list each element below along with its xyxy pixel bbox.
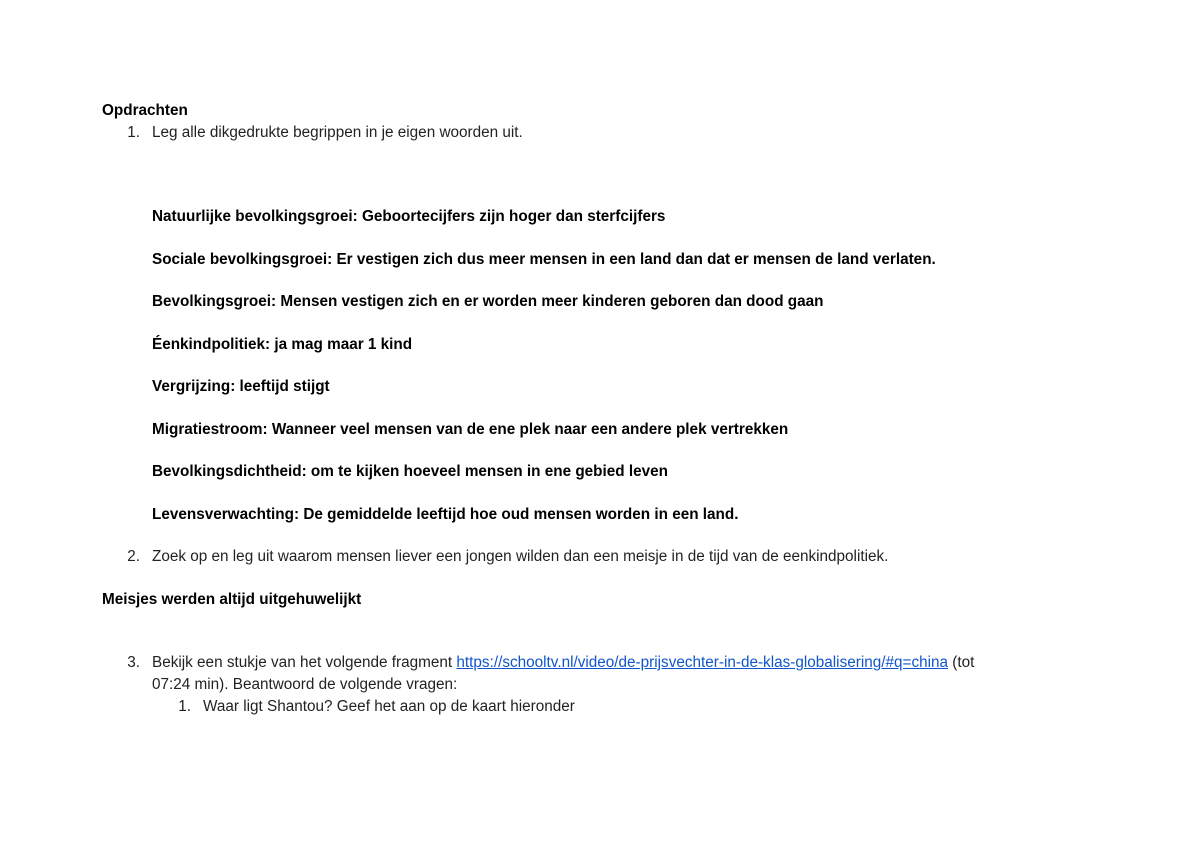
term-bevolkingsdichtheid: Bevolkingsdichtheid: om te kijken hoeveel mensen in ene gebied leven [152, 463, 668, 480]
term-eenkindpolitiek: Éenkindpolitiek: ja mag maar 1 kind [152, 336, 413, 353]
question-3-number: 3. [127, 654, 140, 671]
subquestion-1-number: 1. [178, 698, 191, 715]
question-1-number: 1. [127, 124, 140, 141]
question-3-text-before: Bekijk een stukje van het volgende fragment [152, 654, 457, 671]
subquestion-1-text: Waar ligt Shantou? Geef het aan op de kaart hieronder [203, 698, 575, 715]
question-1-text: Leg alle dikgedrukte begrippen in je eigen woorden uit. [152, 124, 523, 141]
question-3-line-2: 07:24 min). Beantwoord de volgende vragen: [152, 676, 458, 693]
question-3-text-after: (tot [948, 654, 975, 671]
section-heading: Opdrachten [102, 102, 188, 119]
term-natuurlijke-bevolkingsgroei: Natuurlijke bevolkingsgroei: Geboortecijfers zijn hoger dan sterfcijfers [152, 208, 666, 225]
question-2-text: Zoek op en leg uit waarom mensen liever een jongen wilden dan een meisje in de tijd van de eenkindpolitiek. [152, 548, 889, 565]
answer-2: Meisjes werden altijd uitgehuwelijkt [102, 591, 362, 608]
term-levensverwachting: Levensverwachting: De gemiddelde leeftijd hoe oud mensen worden in een land. [152, 506, 739, 523]
term-bevolkingsgroei: Bevolkingsgroei: Mensen vestigen zich en er worden meer kinderen geboren dan dood gaan [152, 293, 824, 310]
schooltv-video-link[interactable]: https://schooltv.nl/video/de-prijsvechter-in-de-klas-globalisering/#q=china [456, 654, 949, 671]
question-2-number: 2. [127, 548, 140, 565]
term-vergrijzing: Vergrijzing: leeftijd stijgt [152, 378, 330, 395]
term-sociale-bevolkingsgroei: Sociale bevolkingsgroei: Er vestigen zich dus meer mensen in een land dan dat er mensen de land verlaten. [152, 251, 936, 268]
question-3-line-1 [152, 653, 974, 673]
term-migratiestroom: Migratiestroom: Wanneer veel mensen van de ene plek naar een andere plek vertrekken [152, 421, 789, 438]
